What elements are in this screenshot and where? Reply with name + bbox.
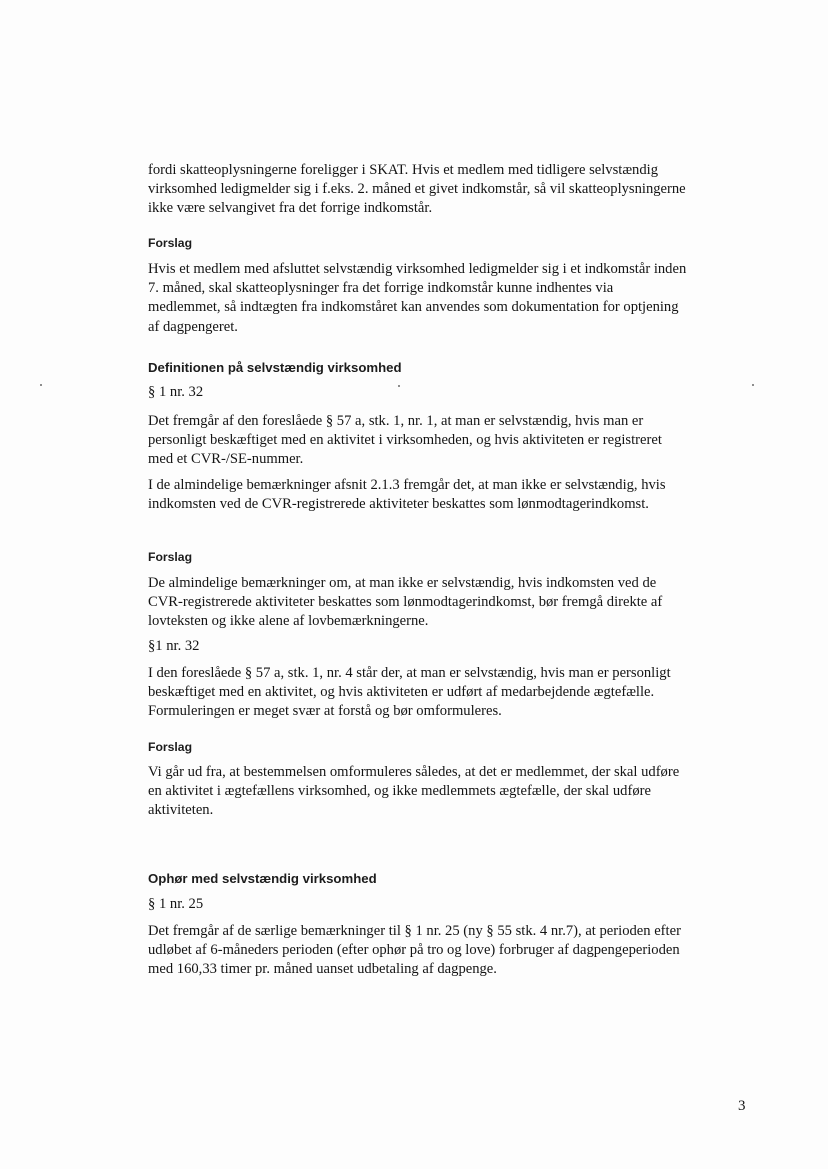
section-ophor-paragraph: Det fremgår af de særlige bemærkninger til § 1 nr. 25 (ny § 55 stk. 4 nr.7), at perioden efter udløbet af 6-måneders perioden (efter ophør på tro og love) forbruger af dagpengeperioden med 160,33 timer pr. måned uanset udbetaling af dagpenge. xyxy=(148,923,681,978)
section-definition-heading: Definitionen på selvstændig virksomhed xyxy=(148,360,402,375)
forslag-2-text: De almindelige bemærkninger om, at man ikke er selvstændig, hvis indkomsten ved de CVR-registrerede aktiviteter beskattes som lønmodtagerindkomst, bør fremgå direkte af lovteksten og ikke alene af lovbemærkningerne. xyxy=(148,575,663,630)
section-definition-paragraph-2: I de almindelige bemærkninger afsnit 2.1.3 fremgår det, at man ikke er selvstændig, hvis indkomsten ved de CVR-registrerede aktiviteter beskattes som lønmodtagerindkomst. xyxy=(148,477,666,513)
section-definition-reference-1: § 1 nr. 32 xyxy=(148,384,204,400)
section-ophor-heading: Ophør med selvstændig virksomhed xyxy=(148,871,377,886)
section-definition-paragraph-1: Det fremgår af den foreslåede § 57 a, stk. 1, nr. 1, at man er selvstændig, hvis man er personligt beskæftiget med en aktivitet i virksomheden, og hvis aktiviteten er registreret med et CVR-/SE-nummer. xyxy=(148,413,662,468)
forslag-2-heading: Forslag xyxy=(148,550,193,564)
scan-speck xyxy=(398,385,400,387)
scan-speck xyxy=(40,384,42,386)
page-number: 3 xyxy=(738,1098,746,1114)
forslag-1-heading: Forslag xyxy=(148,236,193,250)
forslag-3-heading: Forslag xyxy=(148,740,193,754)
section-definition-paragraph-3: I den foreslåede § 57 a, stk. 1, nr. 4 står der, at man er selvstændig, hvis man er personligt beskæftiget med en aktivitet, og hvis aktiviteten er udført af medarbejdende ægtefælle. Formuleringen er meget svær at forstå og bør omformuleres. xyxy=(148,665,671,720)
section-ophor-reference: § 1 nr. 25 xyxy=(148,896,204,912)
forslag-1-text: Hvis et medlem med afsluttet selvstændig virksomhed ledigmelder sig i et indkomstår inden 7. måned, skal skatteoplysninger fra det forrige indkomstår kunne indhentes via medlemmet, så indtægten fra indkomståret kan anvendes som dokumentation for optjening af dagpengeret. xyxy=(148,261,687,335)
forslag-3-text: Vi går ud fra, at bestemmelsen omformuleres således, at det er medlemmet, der skal udføre en aktivitet i ægtefællens virksomhed, og ikke medlemmets ægtefælle, der skal udføre aktiviteten. xyxy=(148,764,680,819)
section-definition-reference-2: §1 nr. 32 xyxy=(148,638,200,654)
scan-speck xyxy=(752,384,754,386)
intro-paragraph: fordi skatteoplysningerne foreligger i SKAT. Hvis et medlem med tidligere selvstændig virksomhed ledigmelder sig i f.eks. 2. måned et givet indkomstår, så vil skatteoplysningerne ikke være selvangivet fra det forrige indkomstår. xyxy=(148,162,686,217)
